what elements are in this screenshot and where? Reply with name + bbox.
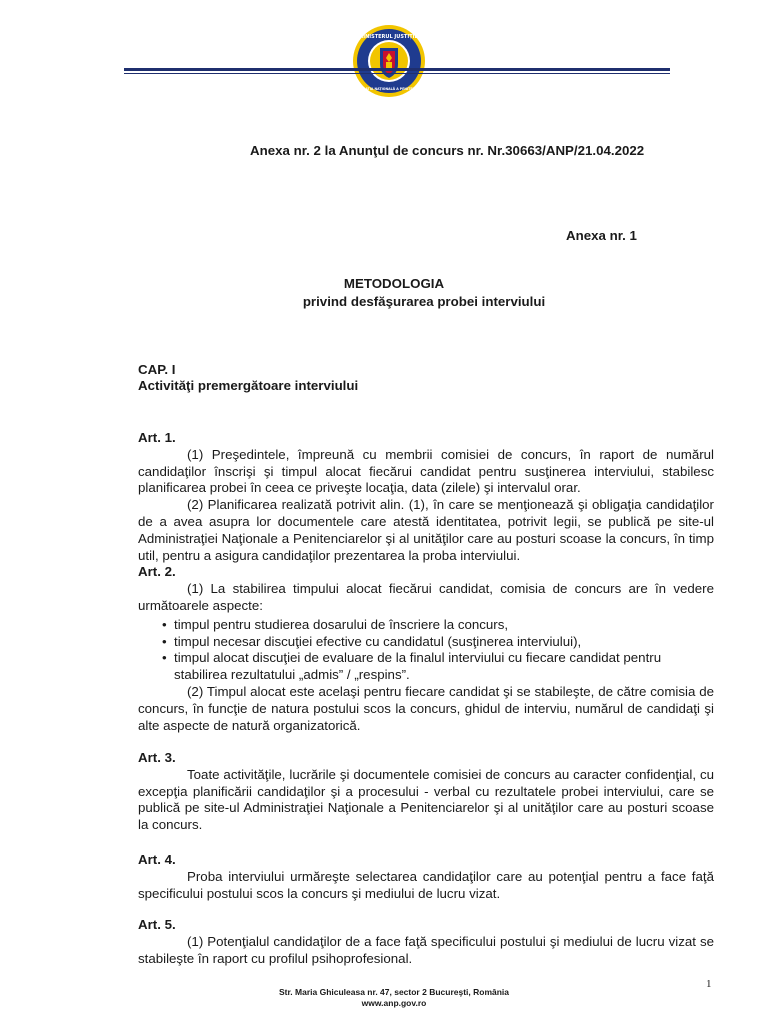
art-5-para-1: (1) Potenţialul candidaţilor de a face faţă specificului postului şi mediului de lucru vizat se stabileşte în raport cu profilul psihoprofesional. bbox=[138, 933, 714, 966]
art-2-para-1: (1) La stabilirea timpului alocat fiecărui candidat, comisia de concurs are în vedere următoarele aspecte: bbox=[138, 581, 714, 613]
art-1-para-1: (1) Preşedintele, împreună cu membrii comisiei de concurs, în raport de numărul candidaţilor înscrişi şi timpul alocat fiecărui candidat pentru susţinerea interviului, stabilesc planificarea probei în ceea ce priveşte locaţia, data (zilele) şi intervalul orar. bbox=[138, 446, 714, 496]
header-rule bbox=[124, 68, 670, 71]
art-2-para-2: (2) Timpul alocat este acelaşi pentru fiecare candidat şi se stabileşte, de către comisia de concurs, în funcţie de natura postului scos la concurs, ghidul de interviu, numărul de candidaţi şi alte aspecte de natură organizatorică. bbox=[138, 683, 714, 733]
chapter-title: Activităţi premergătoare interviului bbox=[138, 378, 359, 393]
art-3-para-1: Toate activităţile, lucrările şi documentele comisiei de concurs au caracter confidenţial, cu excepţia planificării candidaţilor şi a procesului - verbal cu rezultatele probei interviului, care se publică pe site-ul Administraţiei Naţionale a Penitenciarelor şi al unităţilor care au posturi scoase la concurs. bbox=[138, 766, 714, 833]
ministry-seal-logo bbox=[345, 24, 433, 98]
art-4-label: Art. 4. bbox=[138, 852, 176, 867]
footer-website: www.anp.gov.ro bbox=[361, 998, 427, 1008]
art-4-para-1: Proba interviului urmăreşte selectarea candidaţilor care au potenţial pentru a face faţă specificului postului scos la concurs şi mediului de lucru vizat. bbox=[138, 868, 714, 901]
article-5 bbox=[138, 917, 714, 967]
document-title: METODOLOGIA bbox=[343, 276, 445, 291]
annex-heading: Anexa nr. 2 la Anunţul de concurs nr. Nr.30663/ANP/21.04.2022 bbox=[250, 143, 645, 158]
art-1-para-2: (2) Planificarea realizată potrivit alin. (1), în care se menţionează şi obligaţia candidaţilor de a avea asupra lor documentele care atestă identitatea, potrivit legii, se publică pe site-ul Administraţiei Naţionale a Penitenciarelor şi al unităţilor care au posturi scoase la concurs, în timp util, pentru a asigura candidaţilor prezentarea la proba interviului. bbox=[138, 497, 714, 563]
article-4 bbox=[138, 852, 714, 902]
art-2-label: Art. 2. bbox=[138, 564, 176, 580]
art-5-label: Art. 5. bbox=[138, 917, 176, 932]
bullet-text: timpul pentru studierea dosarului de înscriere la concurs, bbox=[174, 616, 509, 632]
bullet-icon: • bbox=[162, 633, 167, 649]
document-subtitle: privind desfăşurarea probei interviului bbox=[302, 294, 546, 309]
bullet-icon: • bbox=[162, 650, 167, 666]
list-item bbox=[138, 650, 714, 684]
article-3 bbox=[138, 750, 714, 834]
footer-address: Str. Maria Ghiculeasa nr. 47, sector 2 Bucureşti, România bbox=[278, 987, 510, 997]
bullet-text: timpul necesar discuţiei efective cu candidatul (susţinerea interviului), bbox=[174, 633, 582, 649]
list-item bbox=[138, 634, 714, 651]
logo-text-bottom: ADMINISTRAȚIA NAȚIONALĂ A PENITENCIARELOR bbox=[345, 87, 433, 91]
art-2-bullet-list bbox=[138, 617, 714, 684]
logo-text-top: MINISTERUL JUSTIȚIEI bbox=[358, 34, 420, 40]
art-1-label: Art. 1. bbox=[138, 430, 176, 445]
art-3-label: Art. 3. bbox=[138, 750, 176, 765]
page-number: 1 bbox=[706, 978, 712, 990]
bullet-icon: • bbox=[162, 616, 167, 632]
list-item bbox=[138, 617, 714, 634]
footer bbox=[0, 987, 768, 1009]
bullet-text: timpul alocat discuţiei de evaluare de la finalul interviului cu fiecare candidat pentru stabilirea rezultatului „admis” / „respins”. bbox=[174, 650, 662, 683]
annex-1-label: Anexa nr. 1 bbox=[566, 228, 637, 243]
header-rule-thin bbox=[124, 73, 670, 74]
chapter-label: CAP. I bbox=[138, 362, 176, 377]
articles-1-2 bbox=[138, 430, 714, 734]
